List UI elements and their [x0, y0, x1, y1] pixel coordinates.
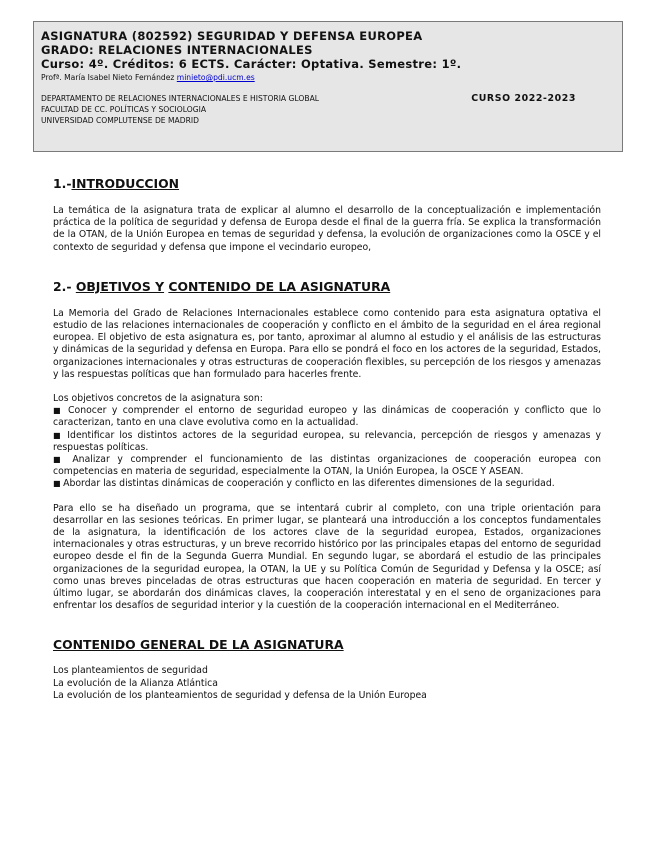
objective-item: ■ Analizar y comprender el funcionamiento de las distintas organizaciones de cooperación europea con competencias en materia de seguridad, especialmente la OTAN, la Unión Europea, la OSCE Y ASEAN. — [53, 454, 601, 478]
professor-email-link[interactable]: minieto@pdi.ucm.es — [176, 73, 255, 82]
program-paragraph: Para ello se ha diseñado un programa, que se intentará cubrir al completo, con una triple orientación para desarrollar en las sesiones teóricas. En primer lugar, se planteará una introducción a los conceptos fundamentales de la asignatura, la identificación de los actores clave de la seguridad europea, Estados, organizaciones internacionales y otras estructuras, y un breve recorrido histórico por las principales etapas del entorno de seguridad europeo desde el fin de la Segunda Guerra Mundial. En segundo lugar, se abordará el estudio de las principales organizaciones de la seguridad europea, la OTAN, la UE y su Política Común de Seguridad y Defensa y la OSCE; así como unas breves pinceladas de otras estructuras que hacen cooperación en materia de seguridad. En tercer y último lugar, se abordarán dos dinámicas claves, la cooperación interestatal y en el seno de organizaciones para enfrentar los desafíos de seguridad interior y la cuestión de la cooperación internacional en el Mediterráneo. — [53, 502, 601, 612]
degree-title: GRADO: RELACIONES INTERNACIONALES — [41, 43, 313, 57]
section-3-heading: CONTENIDO GENERAL DE LA ASIGNATURA — [53, 637, 344, 653]
objectives-intro: Los objetivos concretos de la asignatura son: — [53, 393, 263, 405]
course-header-box — [33, 21, 623, 152]
course-title: ASIGNATURA (802592) SEGURIDAD Y DEFENSA EUROPEA — [41, 29, 423, 43]
objective-item: ■ Conocer y comprender el entorno de seguridad europeo y las dinámicas de cooperación y conflicto que lo caracterizan, tanto en una clave evolutiva como en la actualidad. — [53, 405, 601, 429]
content-list-item: Los planteamientos de seguridad — [53, 665, 208, 677]
faculty-name: FACULTAD DE CC. POLÍTICAS Y SOCIOLOGIA — [41, 105, 207, 114]
section-2-title-part2: CONTENIDO DE LA ASIGNATURA — [168, 278, 391, 294]
department-name: DEPARTAMENTO DE RELACIONES INTERNACIONALES E HISTORIA GLOBAL — [41, 94, 320, 103]
content-list-item: La evolución de la Alianza Atlántica — [53, 677, 218, 689]
professor-name: Profª. María Isabel Nieto Fernández — [41, 73, 175, 82]
objectives-paragraph: La Memoria del Grado de Relaciones Internacionales establece como contenido para esta asignatura optativa el estudio de las relaciones internacionales de cooperación y conflicto en el ámbito de la seguridad en el área regional europea. El objetivo de esta asignatura es, por tanto, aproximar al alumno al estudio y el análisis de las estructuras y dinámicas de la seguridad y defensa en Europa. Para ello se pondrá el foco en los actores de la seguridad, Estados, organizaciones internacionales y otras estructuras de cooperación flexibles, su percepción de los riesgos y amenazas y las respuestas políticas que han formulado para hacerles frente. — [53, 307, 601, 380]
document-body — [53, 176, 601, 702]
introduction-paragraph: La temática de la asignatura trata de explicar al alumno el desarrollo de la conceptualización e implementación práctica de la política de seguridad y defensa de Europa desde el final de la guerra fría. Se explica la transformación de la OTAN, de la Unión Europea en temas de seguridad y defensa, la evolución de organizaciones como la OSCE y el contexto de seguridad y defensa que impone el vecindario europeo, — [53, 205, 601, 253]
professor-line — [41, 72, 616, 83]
section-2-heading — [53, 279, 601, 294]
course-year: CURSO 2022-2023 — [471, 93, 576, 104]
section-2-number: 2.- — [53, 278, 72, 294]
section-1-number: 1.- — [53, 176, 72, 191]
section-2-title-part1: OBJETIVOS Y — [75, 278, 165, 294]
university-name: UNIVERSIDAD COMPLUTENSE DE MADRID — [41, 116, 199, 125]
department-row — [41, 93, 616, 104]
objective-item: ■ Identificar los distintos actores de la seguridad europea, su relevancia, percepción de riesgos y amenazas y respuestas políticas. — [53, 430, 601, 454]
objective-item: ■ Abordar las distintas dinámicas de cooperación y conflicto en las diferentes dimensiones de la seguridad. — [53, 478, 601, 490]
course-details: Curso: 4º. Créditos: 6 ECTS. Carácter: Optativa. Semestre: 1º. — [41, 57, 462, 71]
section-1-heading — [53, 176, 601, 191]
content-list-item: La evolución de los planteamientos de seguridad y defensa de la Unión Europea — [53, 689, 427, 701]
section-1-title: INTRODUCCION — [71, 176, 180, 191]
